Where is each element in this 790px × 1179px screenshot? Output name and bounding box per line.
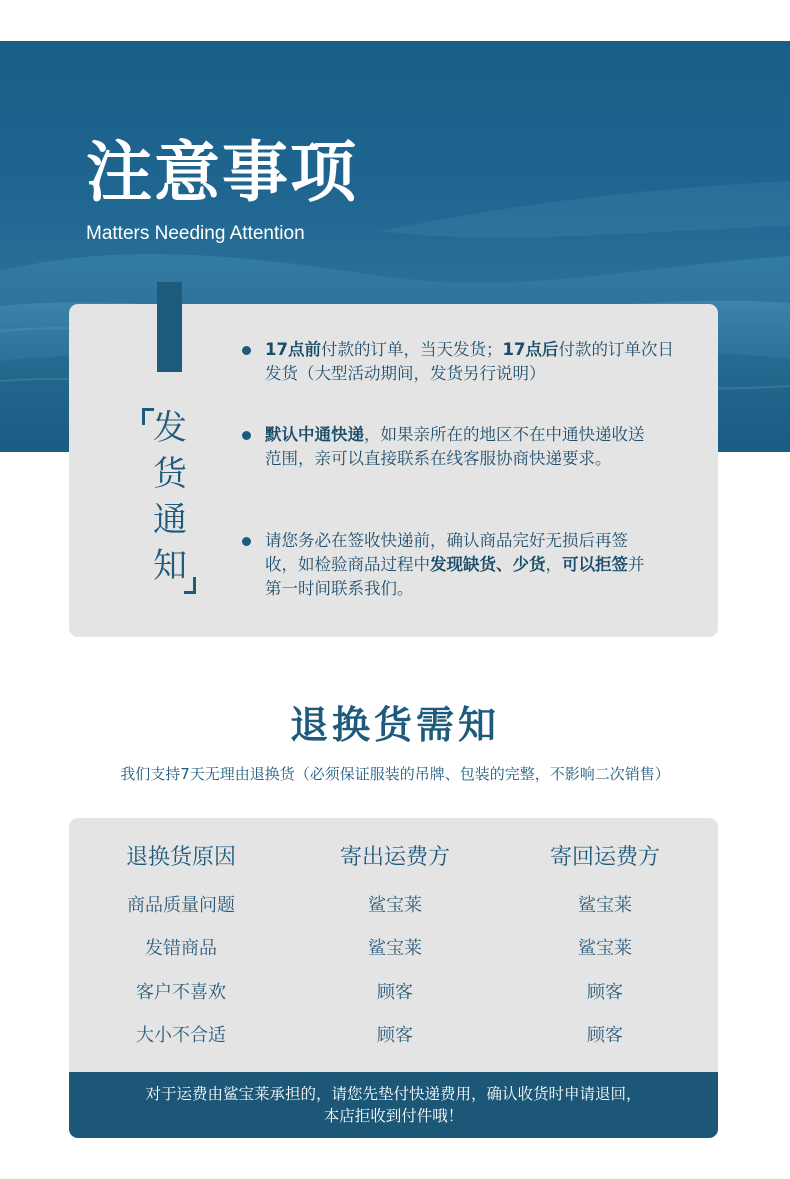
- table-cell: 发错商品: [145, 938, 217, 959]
- table-cell: 鲨宝莱: [578, 938, 632, 959]
- notice-item-bold: 17点后: [502, 340, 559, 359]
- table-cell: 顾客: [587, 982, 623, 1003]
- notice-accent-bar: [157, 282, 182, 372]
- notice-item-text: 请您务必在签收快递前，确认商品完好无损后再签收，如检验商品过程中: [265, 531, 628, 574]
- shipping-footer-note: [69, 1072, 718, 1138]
- notice-item: [265, 338, 685, 386]
- notice-item: [265, 529, 650, 601]
- table-cell: 客户不喜欢: [136, 982, 226, 1003]
- vertical-title-char: 知: [153, 546, 187, 586]
- notice-item-bold: 17点前: [265, 340, 321, 359]
- returns-policy-note: 我们支持7天无理由退换货（必须保证服装的吊牌、包装的完整，不影响二次销售）: [120, 765, 670, 783]
- table-cell: 鲨宝莱: [368, 938, 422, 959]
- returns-section-title: 退换货需知: [289, 703, 500, 747]
- bullet-dot-icon: [242, 431, 251, 440]
- column-header-reason: 退换货原因: [125, 845, 236, 870]
- notice-item-bold: 默认中通快递: [265, 425, 364, 444]
- notice-item-text: 付款的订单，当天发货；: [320, 340, 503, 359]
- vertical-title-char: 货: [153, 454, 187, 494]
- notice-item-text: ，: [545, 555, 562, 574]
- table-cell: 鲨宝莱: [368, 895, 422, 916]
- footer-note-line: 本店拒收到付件哦！: [323, 1107, 464, 1125]
- page-subtitle: Matters Needing Attention: [86, 223, 305, 244]
- bullet-dot-icon: [242, 537, 251, 546]
- notice-item-bold: 发现缺货、少货: [430, 555, 546, 574]
- bullet-dot-icon: [242, 346, 251, 355]
- table-cell: 大小不合适: [136, 1025, 226, 1046]
- table-cell: 顾客: [377, 1025, 413, 1046]
- vertical-title-char: 通: [153, 500, 187, 540]
- column-header-return-shipping: 寄回运费方: [549, 845, 660, 870]
- notice-item-text: 付款的订单次日发货（大型活动期间，发货另行说明）: [265, 340, 674, 383]
- notice-vertical-title: [142, 408, 196, 594]
- table-cell: 顾客: [377, 982, 413, 1003]
- vertical-title-char: 发: [153, 408, 187, 448]
- notice-item-bold: 可以拒签: [562, 555, 628, 574]
- page-title: 注意事项: [86, 134, 358, 211]
- table-cell: 鲨宝莱: [578, 895, 632, 916]
- notice-item-text: ，如果亲所在的地区不在中通快递收送范围，亲可以直接联系在线客服协商快递要求。: [265, 425, 645, 468]
- table-cell: 商品质量问题: [127, 895, 235, 916]
- notice-item: [265, 423, 645, 471]
- table-cell: 顾客: [587, 1025, 623, 1046]
- notice-item-text: 并第一时间联系我们。: [265, 555, 645, 598]
- column-header-send-shipping: 寄出运费方: [339, 845, 450, 870]
- footer-note-line: 对于运费由鲨宝莱承担的，请您先垫付快递费用，确认收货时申请退回，: [145, 1085, 642, 1103]
